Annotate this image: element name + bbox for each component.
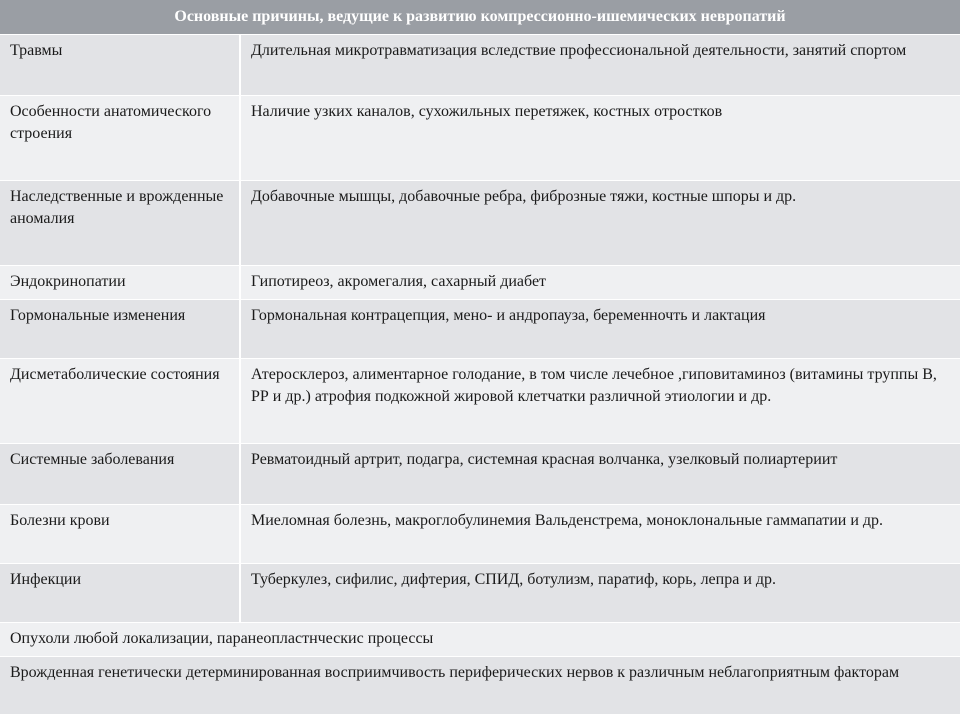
description-cell: Добавочные мышцы, добавочные ребра, фиброзные тяжи, костные шпоры и др. xyxy=(240,181,960,266)
table-row xyxy=(0,35,960,96)
cause-cell: Болезни крови xyxy=(0,505,240,564)
table-row xyxy=(0,181,960,266)
cause-cell: Наследственные и врожденные аномалия xyxy=(0,181,240,266)
cause-cell: Гормональные изменения xyxy=(0,300,240,359)
table-row xyxy=(0,300,960,359)
description-cell: Наличие узких каналов, сухожильных перетяжек, костных отростков xyxy=(240,96,960,181)
description-cell: Туберкулез, сифилис, дифтерия, СПИД, ботулизм, паратиф, корь, лепра и др. xyxy=(240,564,960,623)
table-row xyxy=(0,96,960,181)
description-cell: Атеросклероз, алиментарное голодание, в том числе лечебное ,гиповитаминоз (витамины труппы В, РР и др.) атрофия подкожной жировой клетчатки различной этиологии и др. xyxy=(240,359,960,444)
full-width-cell: Опухоли любой локализации, паранеопластнческис процессы xyxy=(0,623,960,657)
table-header-row xyxy=(0,0,960,35)
table-row xyxy=(0,657,960,715)
cause-cell: Дисметаболические состояния xyxy=(0,359,240,444)
table-row xyxy=(0,564,960,623)
cause-cell: Системные заболевания xyxy=(0,444,240,505)
table-row xyxy=(0,505,960,564)
table-row xyxy=(0,359,960,444)
description-cell: Длительная микротравматизация вследствие профессиональной деятельности, занятий спортом xyxy=(240,35,960,96)
description-cell: Гипотиреоз, акромегалия, сахарный диабет xyxy=(240,266,960,300)
table-row xyxy=(0,444,960,505)
cause-cell: Особенности анатомического строения xyxy=(0,96,240,181)
cause-cell: Эндокринопатии xyxy=(0,266,240,300)
cause-cell: Травмы xyxy=(0,35,240,96)
cause-cell: Инфекции xyxy=(0,564,240,623)
description-cell: Гормональная контрацепция, мено- и андропауза, беременночть и лактация xyxy=(240,300,960,359)
table-title: Основные причины, ведущие к развитию компрессионно-ишемических невропатий xyxy=(0,0,960,35)
description-cell: Ревматоидный артрит, подагра, системная красная волчанка, узелковый полиартериит xyxy=(240,444,960,505)
table-row xyxy=(0,623,960,657)
description-cell: Миеломная болезнь, макроглобулинемия Вальденстрема, моноклональные гаммапатии и др. xyxy=(240,505,960,564)
table-row xyxy=(0,266,960,300)
full-width-cell: Врожденная генетически детерминированная восприимчивость периферических нервов к различным неблагоприятным факторам xyxy=(0,657,960,715)
